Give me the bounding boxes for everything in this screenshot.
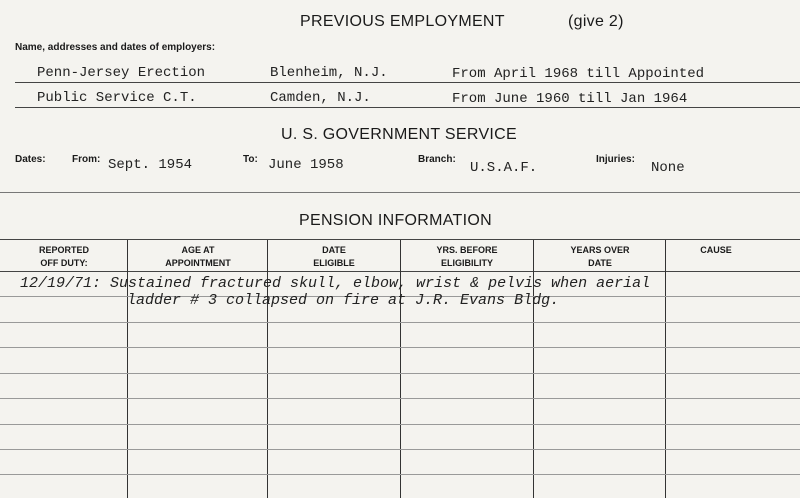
column-header-cause bbox=[666, 244, 766, 257]
column-header-years-over bbox=[534, 244, 666, 270]
pension-heading: PENSION INFORMATION bbox=[299, 212, 492, 229]
injuries-label: Injuries: bbox=[596, 154, 635, 165]
from-value: Sept. 1954 bbox=[108, 157, 193, 173]
employer-2-rule bbox=[15, 107, 800, 108]
table-row-rule bbox=[0, 347, 800, 348]
table-row-rule bbox=[0, 398, 800, 399]
column-header-yrs-before bbox=[400, 244, 534, 270]
branch-value: U.S.A.F. bbox=[470, 160, 538, 176]
employer-2-address: Camden, N.J. bbox=[270, 90, 371, 106]
dates-label: Dates: bbox=[15, 154, 46, 165]
column-header-age-line2: APPOINTMENT bbox=[165, 258, 231, 268]
column-divider-5 bbox=[665, 240, 666, 498]
table-row-rule bbox=[0, 449, 800, 450]
column-header-age bbox=[128, 244, 268, 270]
column-header-years-over-line2: DATE bbox=[588, 258, 612, 268]
government-service-heading: U. S. GOVERNMENT SERVICE bbox=[281, 126, 517, 143]
to-value: June 1958 bbox=[268, 157, 344, 173]
column-header-yrs-before-line1: YRS. BEFORE bbox=[436, 245, 498, 255]
employer-2-dates: From June 1960 till Jan 1964 bbox=[452, 91, 688, 107]
column-header-age-line1: AGE AT bbox=[181, 245, 215, 255]
column-header-years-over-line1: YEARS OVER bbox=[570, 245, 630, 255]
table-row-rule bbox=[0, 474, 800, 475]
column-header-reported-line1: REPORTED bbox=[38, 245, 89, 255]
employer-1-name: Penn-Jersey Erection bbox=[37, 65, 206, 81]
pension-entry-line1: 12/19/71: Sustained fractured skull, elbow, wrist & pelvis when aerial bbox=[20, 275, 651, 292]
column-header-reported bbox=[0, 244, 128, 270]
to-label: To: bbox=[243, 154, 258, 165]
section-divider bbox=[0, 192, 800, 193]
column-header-cause-line1: CAUSE bbox=[700, 245, 732, 255]
employer-1-address: Blenheim, N.J. bbox=[270, 65, 388, 81]
employers-label: Name, addresses and dates of employers: bbox=[15, 42, 216, 53]
table-row-rule bbox=[0, 424, 800, 425]
table-row-rule bbox=[0, 373, 800, 374]
give-two-note: (give 2) bbox=[568, 13, 624, 30]
pension-entry-line2: ladder # 3 collapsed on fire at J.R. Evans Bldg. bbox=[127, 292, 560, 309]
table-row-rule bbox=[0, 322, 800, 323]
employer-2-name: Public Service C.T. bbox=[37, 90, 197, 106]
column-header-date-eligible-line1: DATE bbox=[322, 245, 346, 255]
employer-1-rule bbox=[15, 82, 800, 83]
branch-label: Branch: bbox=[418, 154, 456, 165]
column-header-date-eligible bbox=[268, 244, 400, 270]
column-header-yrs-before-line2: ELIGIBILITY bbox=[440, 258, 493, 268]
from-label: From: bbox=[72, 154, 101, 165]
previous-employment-heading: PREVIOUS EMPLOYMENT bbox=[300, 13, 505, 30]
column-header-reported-line2: OFF DUTY: bbox=[40, 258, 88, 268]
column-header-date-eligible-line2: ELIGIBLE bbox=[313, 258, 355, 268]
employer-1-dates: From April 1968 till Appointed bbox=[452, 66, 705, 82]
injuries-value: None bbox=[651, 160, 685, 176]
